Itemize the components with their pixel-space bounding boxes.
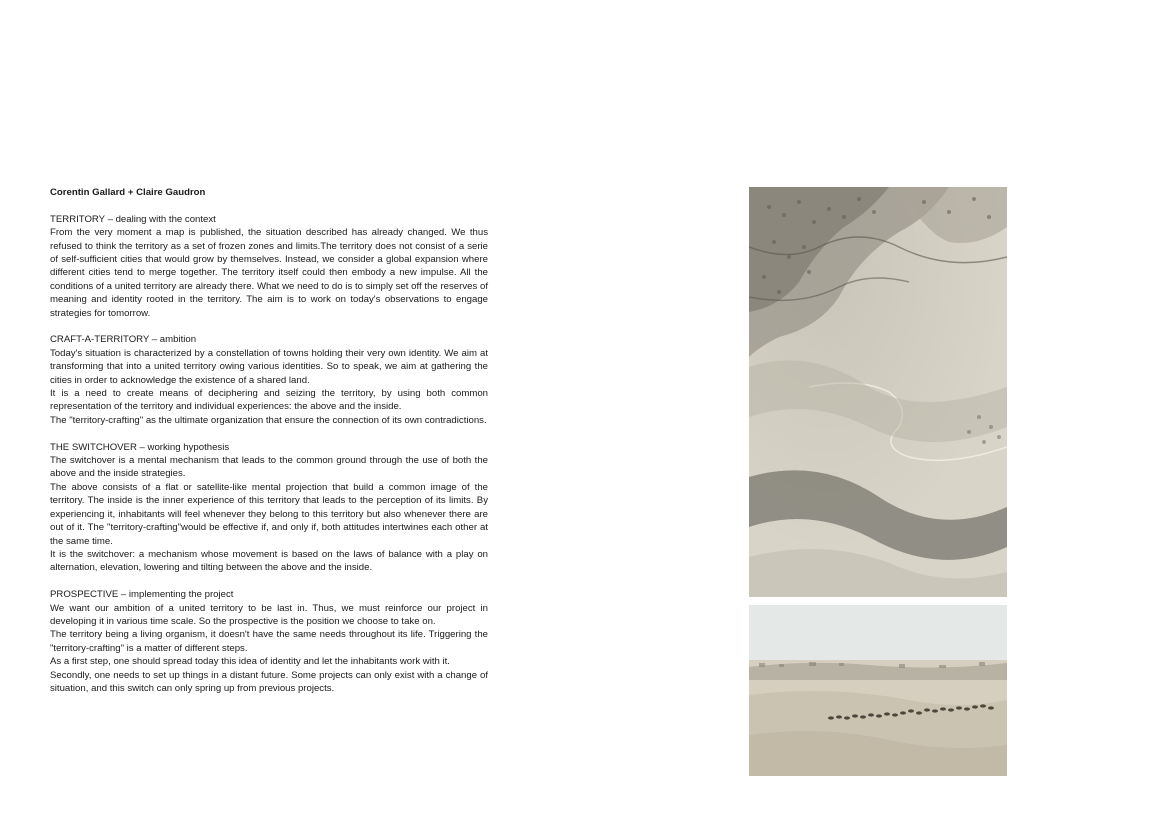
aerial-photo-svg — [749, 187, 1007, 597]
section-paragraph: We want our ambition of a united territory to be last in. Thus, we must reinforce our project in developing it in various time scale. So the prospective is the position we choose to take on. — [50, 602, 488, 627]
section-paragraph: It is a need to create means of deciphering and seizing the territory, by using both common representation of the territory and individual experiences: the above and the inside. — [50, 388, 488, 413]
section-heading: THE SWITCHOVER – working hypothesis — [50, 441, 230, 453]
section-heading: CRAFT-A-TERRITORY – ambition — [50, 334, 197, 346]
section-paragraph: As a first step, one should spread today this idea of identity and let the inhabitants work with it. — [50, 656, 450, 668]
section-paragraph: Secondly, one needs to set up things in a distant future. Some projects can only exist with a change of situation, and this switch can only spring up from previous projects. — [50, 669, 488, 694]
text-section — [50, 588, 488, 695]
text-section — [50, 213, 488, 320]
section-paragraph: The switchover is a mental mechanism that leads to the common ground through the use of both the above and the inside strategies. — [50, 455, 488, 480]
section-paragraph: The above consists of a flat or satellite-like mental projection that build a common image of the territory. The inside is the inner experience of this territory that leads to the perception of its limits. By experiencing it, inhabitants will feel whenever they belong to this territory but also whenever there are out of it. The "territory-crafting"would be effective if, and only if, both attitudes intertwines each other at the same time. — [50, 481, 488, 547]
desert-landscape-photo — [749, 605, 1007, 776]
authors-line: Corentin Gallard + Claire Gaudron — [50, 187, 206, 198]
section-paragraph: It is the switchover: a mechanism whose movement is based on the laws of balance with a play on alternation, elevation, lowering and tilting between the above and the inside. — [50, 548, 488, 574]
text-section — [50, 333, 488, 427]
section-paragraph: Today's situation is characterized by a constellation of towns holding their very own identity. We aim at transforming that into a united territory owing various identities. So to speak, we aim at gathering the cities in order to acknowledge the existence of a shared land. — [50, 347, 488, 386]
section-heading: TERRITORY – dealing with the context — [50, 213, 216, 225]
section-heading: PROSPECTIVE – implementing the project — [50, 589, 234, 601]
text-section — [50, 441, 488, 575]
section-paragraph: The "territory-crafting" as the ultimate organization that ensure the connection of its own contradictions. — [50, 414, 487, 426]
aerial-satellite-photo — [749, 187, 1007, 597]
section-paragraph: From the very moment a map is published, the situation described has already changed. We thus refused to think the territory as a set of frozen zones and limits.The territory does not consist of a serie of self-sufficient cities that would grow by themselves. Instead, we consider a global expansion where different cities tend to merge together. The territory itself could then embody a new impulse. All the conditions of a united territory are already there. What we need to do is to simply set off the reserves of meaning and identity rooted in the territory. The aim is to work on today's observations to engage strategies for tomorrow. — [50, 227, 488, 319]
text-column — [50, 186, 488, 709]
landscape-photo-svg — [749, 605, 1007, 776]
sections-container — [50, 213, 488, 696]
section-paragraph: The territory being a living organism, it doesn't have the same needs throughout its life. Triggering the "territory-crafting" is a matter of different steps. — [50, 629, 488, 654]
